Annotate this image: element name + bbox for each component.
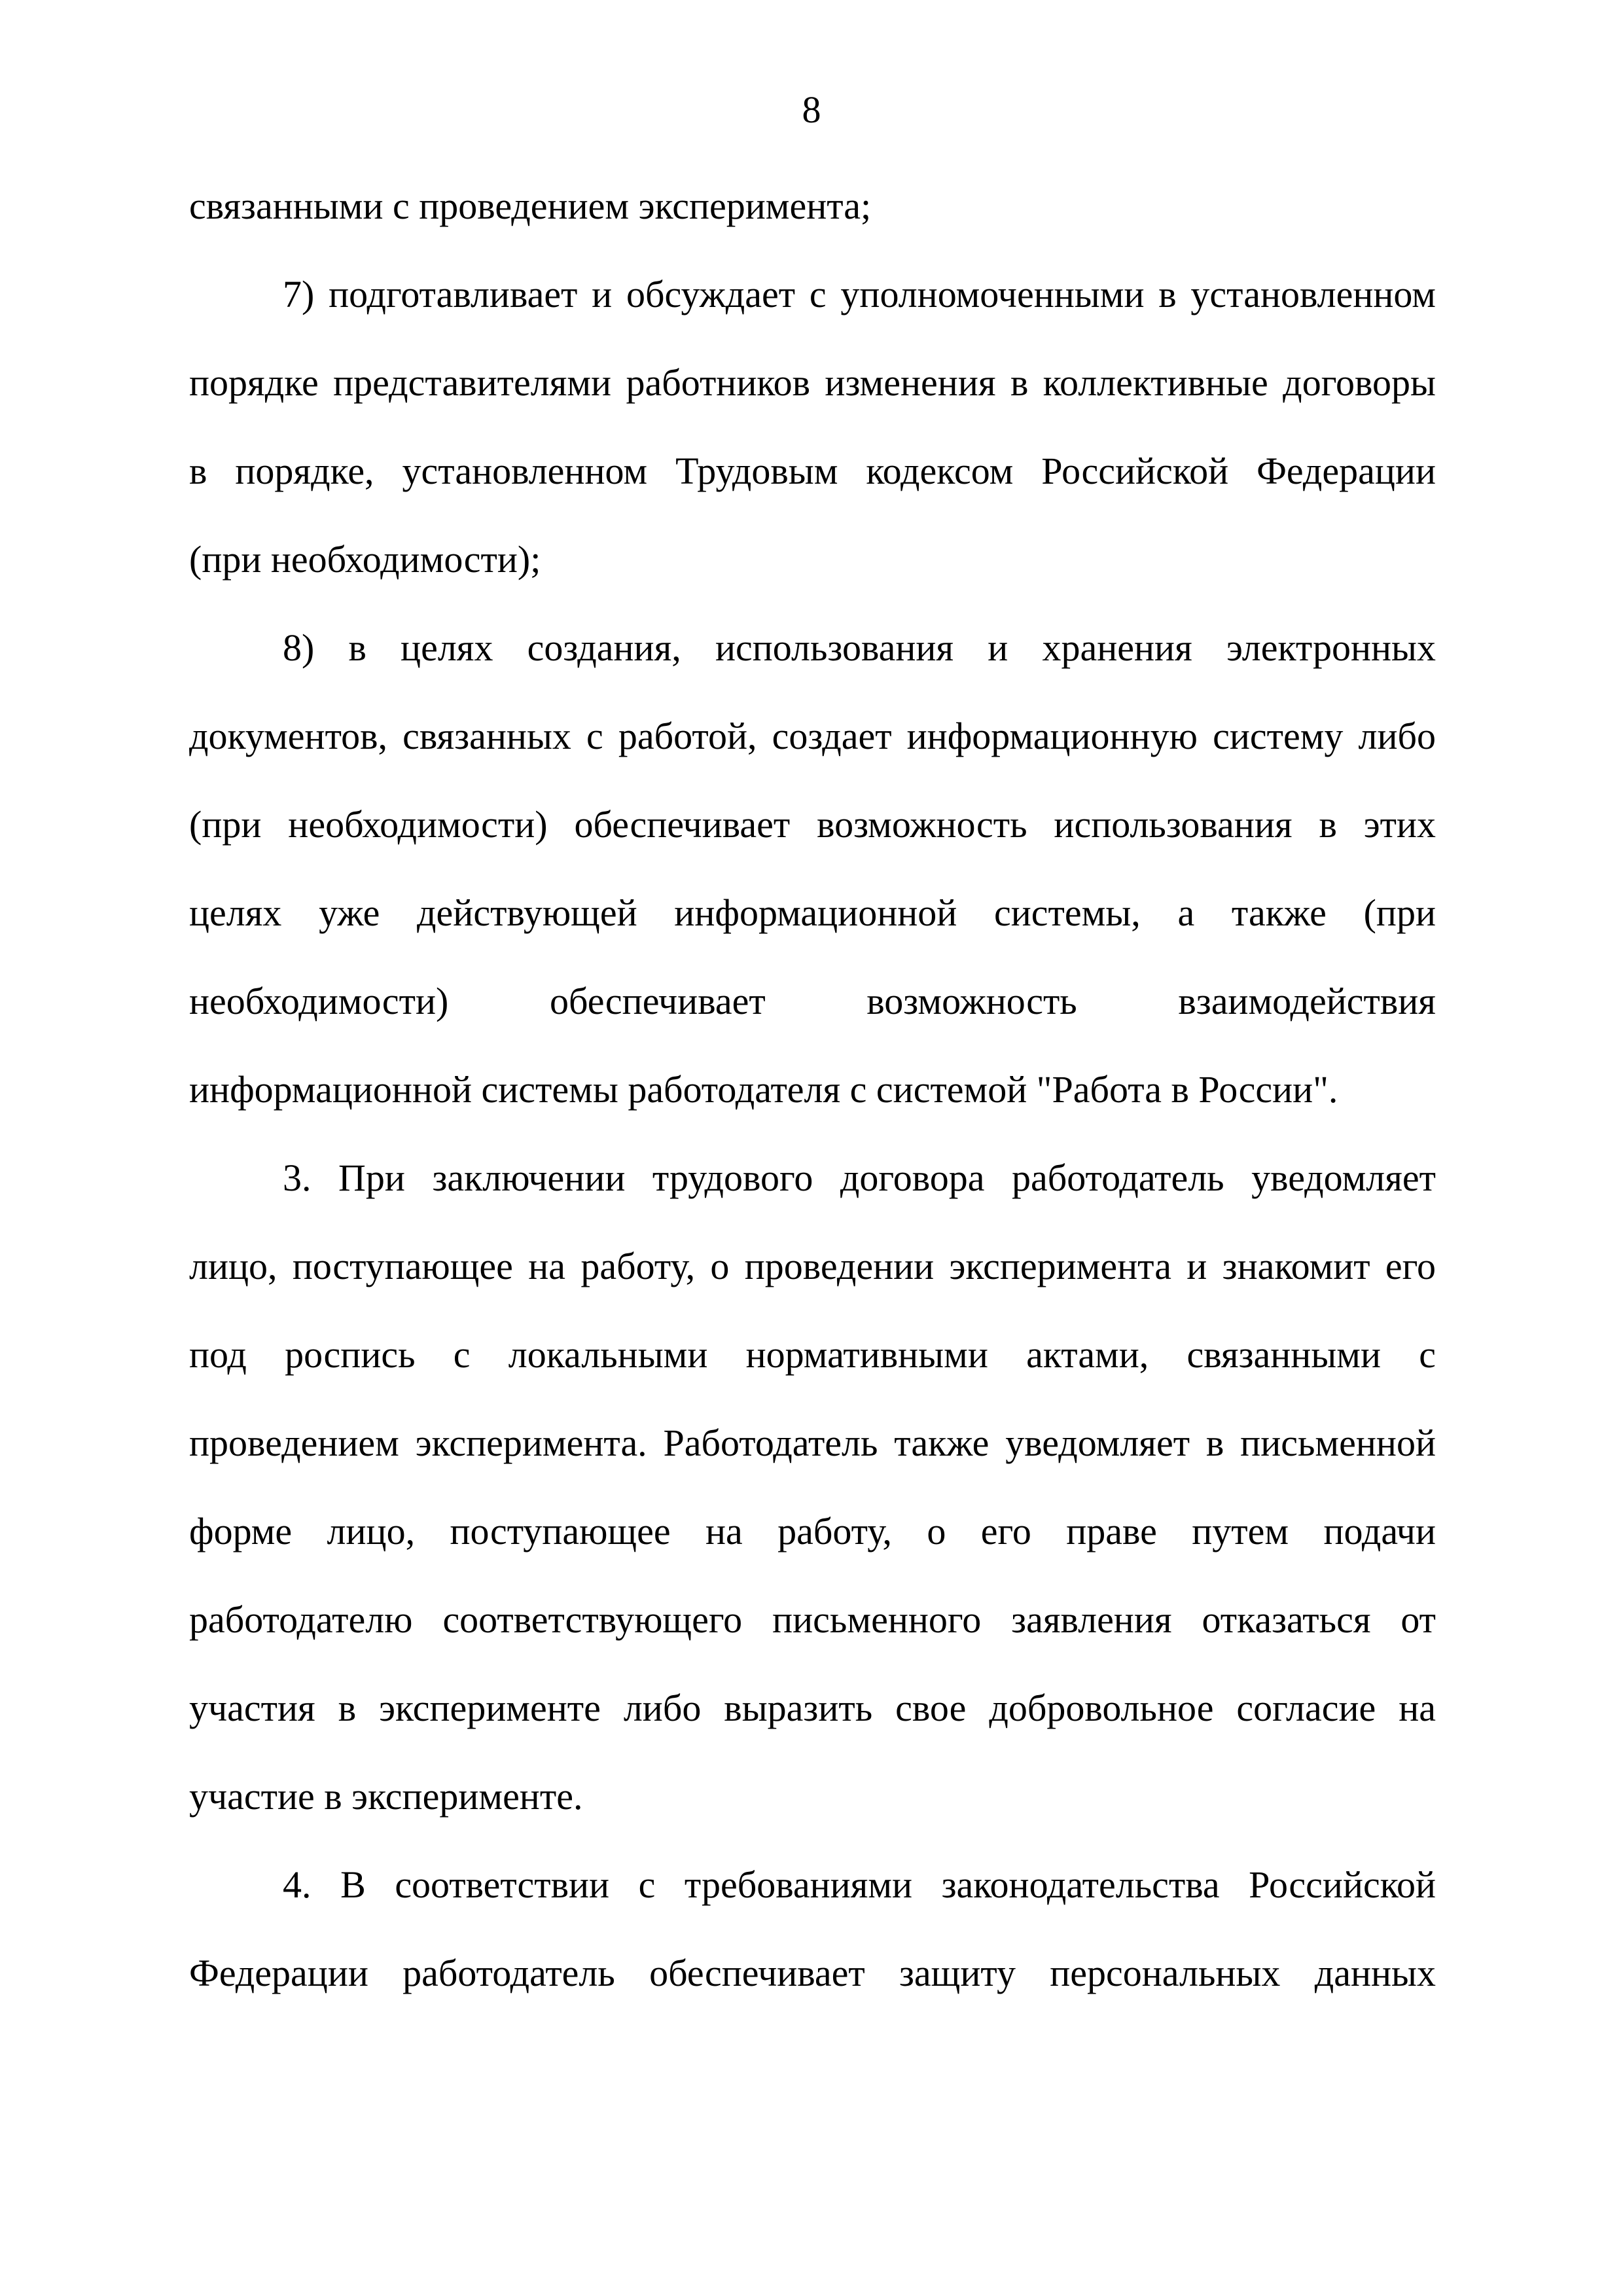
text-line: под роспись с локальными нормативными актами, связанными с: [189, 1333, 1436, 1376]
text-line: необходимости) обеспечивает возможность взаимодействия: [189, 980, 1436, 1022]
text-line: (при необходимости);: [189, 538, 541, 581]
text-line: целях уже действующей информационной системы, а также (при: [189, 891, 1436, 934]
text-line: информационной системы работодателя с системой "Работа в России".: [189, 1068, 1338, 1111]
text-line: (при необходимости) обеспечивает возможность использования в этих: [189, 803, 1436, 846]
text-line: в порядке, установленном Трудовым кодексом Российской Федерации: [189, 450, 1436, 492]
text-line: работодателю соответствующего письменного заявления отказаться от: [189, 1598, 1436, 1641]
text-line: проведением эксперимента. Работодатель также уведомляет в письменной: [189, 1422, 1436, 1464]
text-line: 3. При заключении трудового договора работодатель уведомляет: [283, 1157, 1436, 1199]
text-line: 8) в целях создания, использования и хранения электронных: [283, 626, 1436, 669]
text-line: лицо, поступающее на работу, о проведении эксперимента и знакомит его: [189, 1245, 1436, 1287]
text-line: 7) подготавливает и обсуждает с уполномоченными в установленном: [283, 273, 1436, 315]
text-line: связанными с проведением эксперимента;: [189, 185, 872, 227]
text-line: участия в эксперименте либо выразить свое добровольное согласие на: [189, 1687, 1436, 1729]
text-line: форме лицо, поступающее на работу, о его праве путем подачи: [189, 1510, 1436, 1552]
text-line: Федерации работодатель обеспечивает защиту персональных данных: [189, 1952, 1436, 1994]
text-line: участие в эксперименте.: [189, 1775, 583, 1818]
text-line: 4. В соответствии с требованиями законодательства Российской: [283, 1863, 1436, 1906]
page-number: 8: [802, 88, 821, 131]
text-line: порядке представителями работников изменения в коллективные договоры: [189, 361, 1436, 404]
text-line: документов, связанных с работой, создает информационную систему либо: [189, 715, 1436, 757]
